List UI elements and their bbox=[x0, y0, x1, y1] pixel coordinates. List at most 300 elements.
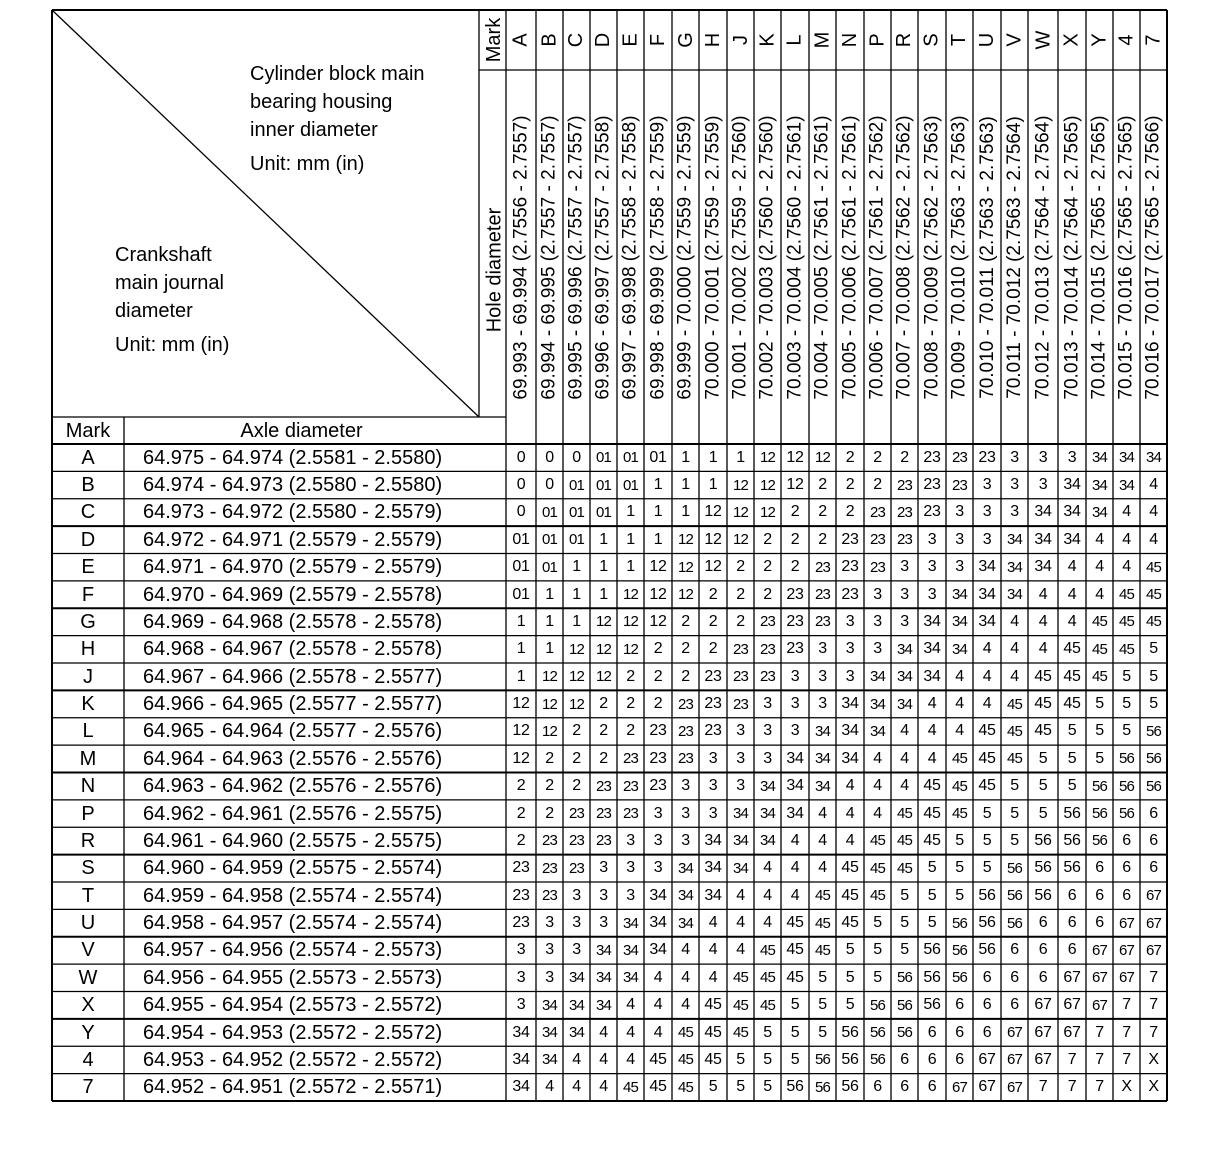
grade-cell: 56 bbox=[1063, 804, 1081, 822]
grade-cell: 23 bbox=[869, 531, 886, 549]
grade-cell: 34 bbox=[978, 558, 996, 576]
grade-cell: 1 bbox=[626, 530, 635, 548]
grade-cell: 4 bbox=[1095, 530, 1104, 548]
column-mark-text: C bbox=[565, 32, 588, 48]
grade-cell: 4 bbox=[1149, 530, 1158, 548]
grade-cell: 45 bbox=[1034, 722, 1052, 740]
grade-cell: 67 bbox=[1063, 968, 1081, 986]
grade-cell: 6 bbox=[955, 1023, 964, 1041]
column-hole-diameter-text: 70.006 - 70.007 (2.7561 - 2.7562) bbox=[867, 114, 888, 400]
grade-cell: 4 bbox=[681, 968, 690, 986]
grade-cell: 56 bbox=[978, 886, 996, 904]
grade-cell: 12 bbox=[512, 749, 530, 767]
row-axle-diameter: 64.975 - 64.974 (2.5581 - 2.5580) bbox=[143, 446, 443, 469]
grade-cell: 23 bbox=[951, 476, 968, 494]
grade-cell: 3 bbox=[982, 503, 992, 521]
grade-cell: 34 bbox=[622, 969, 639, 987]
grade-cell: 45 bbox=[951, 777, 968, 795]
grade-cell: 67 bbox=[1118, 914, 1135, 932]
column-mark bbox=[699, 10, 727, 70]
column-hole-diameter bbox=[918, 70, 946, 444]
grade-cell: 5 bbox=[1122, 722, 1131, 740]
grade-cell: 3 bbox=[927, 585, 937, 603]
grade-cell: 0 bbox=[516, 448, 526, 466]
row-axle-diameter: 64.964 - 64.963 (2.5576 - 2.5576) bbox=[143, 747, 443, 770]
grade-cell: 7 bbox=[1067, 1050, 1077, 1068]
grade-cell: 23 bbox=[677, 722, 694, 740]
grade-cell: 6 bbox=[1122, 859, 1131, 877]
grade-cell: 5 bbox=[818, 1023, 827, 1041]
grade-cell: 0 bbox=[516, 476, 526, 494]
grade-cell: 45 bbox=[1063, 695, 1081, 713]
column-mark bbox=[1001, 10, 1028, 70]
grade-cell: 45 bbox=[704, 996, 722, 1014]
grade-cell: 3 bbox=[955, 503, 964, 521]
grade-cell: 34 bbox=[568, 969, 585, 987]
column-hole-diameter-text: 70.001 - 70.002 (2.7559 - 2.7560) bbox=[730, 114, 751, 400]
grade-cell: 67 bbox=[1063, 1023, 1081, 1041]
grade-cell: 34 bbox=[568, 1024, 585, 1042]
grade-cell: 4 bbox=[626, 1050, 635, 1068]
grade-cell: 23 bbox=[622, 750, 639, 768]
grade-cell: 2 bbox=[599, 749, 608, 767]
grade-cell: 01 bbox=[541, 503, 558, 521]
grade-cell: 6 bbox=[1038, 941, 1048, 959]
column-mark-text: R bbox=[893, 32, 916, 48]
column-mark bbox=[563, 10, 590, 70]
grade-cell: 4 bbox=[927, 695, 937, 713]
grade-cell: 3 bbox=[763, 722, 772, 740]
column-mark-text: P bbox=[866, 33, 889, 47]
grade-cell: 6 bbox=[927, 1050, 937, 1068]
grade-cell: 6 bbox=[1095, 914, 1104, 932]
grade-cell: 45 bbox=[1006, 750, 1023, 768]
grade-cell: 6 bbox=[900, 1078, 909, 1096]
column-hole-diameter-text: 70.015 - 70.016 (2.7565 - 2.7565) bbox=[1116, 114, 1137, 400]
grade-cell: 4 bbox=[1010, 640, 1019, 658]
grade-cell: 23 bbox=[512, 886, 530, 904]
grade-cell: 6 bbox=[1067, 886, 1077, 904]
grade-cell: 2 bbox=[626, 722, 635, 740]
grade-cell: 23 bbox=[841, 558, 859, 576]
grade-cell: 45 bbox=[841, 859, 859, 877]
grade-cell: 2 bbox=[708, 640, 718, 658]
grade-cell: 5 bbox=[1067, 722, 1077, 740]
grade-cell: 3 bbox=[516, 996, 526, 1014]
grade-cell: 1 bbox=[545, 612, 554, 630]
grade-cell: 45 bbox=[1063, 667, 1081, 685]
grade-cell: 3 bbox=[545, 941, 554, 959]
grade-cell: 6 bbox=[927, 1078, 937, 1096]
grade-cell: 3 bbox=[1010, 503, 1019, 521]
grade-cell: 45 bbox=[1006, 722, 1023, 740]
grade-cell: 67 bbox=[978, 1078, 996, 1096]
grade-cell: 3 bbox=[681, 831, 690, 849]
grade-cell: 3 bbox=[572, 914, 581, 932]
column-hole-diameter-text: 70.009 - 70.010 (2.7563 - 2.7563) bbox=[949, 114, 970, 400]
grade-cell: 45 bbox=[814, 887, 831, 905]
grade-cell: 56 bbox=[896, 969, 913, 987]
grade-cell: 45 bbox=[677, 1078, 694, 1096]
column-mark-text: T bbox=[948, 33, 971, 47]
grade-cell: 56 bbox=[1063, 831, 1081, 849]
grade-cell: 2 bbox=[681, 612, 690, 630]
grade-cell: 34 bbox=[512, 1023, 530, 1041]
grade-cell: 5 bbox=[1122, 695, 1131, 713]
grade-cell: 6 bbox=[1149, 831, 1158, 849]
grade-cell: 45 bbox=[649, 1050, 667, 1068]
grade-cell: 2 bbox=[790, 558, 800, 576]
grade-cell: 3 bbox=[982, 530, 992, 548]
grade-cell: 23 bbox=[595, 805, 612, 823]
grade-cell: 2 bbox=[681, 667, 690, 685]
grade-cell: 45 bbox=[1034, 667, 1052, 685]
grade-cell: 3 bbox=[955, 558, 964, 576]
column-mark bbox=[918, 10, 946, 70]
grade-cell: 56 bbox=[896, 1024, 913, 1042]
grade-cell: 34 bbox=[1006, 558, 1023, 576]
column-hole-diameter bbox=[1058, 70, 1086, 444]
grade-cell: 23 bbox=[786, 612, 804, 630]
grade-cell: 5 bbox=[845, 941, 855, 959]
grade-cell: 45 bbox=[732, 969, 749, 987]
grade-cell: 45 bbox=[786, 914, 804, 932]
row-axle-diameter: 64.963 - 64.962 (2.5576 - 2.5576) bbox=[143, 775, 443, 798]
column-mark bbox=[781, 10, 809, 70]
column-mark-text: W bbox=[1031, 30, 1054, 50]
grade-cell: 23 bbox=[786, 585, 804, 603]
grade-cell: 5 bbox=[873, 914, 882, 932]
column-hole-diameter bbox=[1028, 70, 1058, 444]
grade-cell: 34 bbox=[814, 750, 831, 768]
grade-cell: 45 bbox=[923, 831, 941, 849]
grade-cell: 67 bbox=[1034, 996, 1052, 1014]
grade-cell: 67 bbox=[1118, 969, 1135, 987]
grade-cell: 34 bbox=[649, 941, 667, 959]
grade-cell: 34 bbox=[1034, 530, 1052, 548]
grade-cell: 34 bbox=[1091, 503, 1108, 521]
grade-cell: 4 bbox=[955, 695, 964, 713]
grade-cell: 1 bbox=[681, 448, 690, 466]
grade-cell: 23 bbox=[869, 558, 886, 576]
grade-cell: 67 bbox=[1006, 1024, 1023, 1042]
column-mark-text: K bbox=[756, 33, 779, 47]
row-mark: H bbox=[80, 638, 96, 661]
grade-cell: 1 bbox=[599, 585, 608, 603]
grade-cell: 45 bbox=[1118, 640, 1135, 658]
grade-cell: 12 bbox=[649, 585, 667, 603]
grade-cell: 56 bbox=[786, 1078, 804, 1096]
grade-cell: 1 bbox=[545, 640, 554, 658]
journal-unit: Unit: mm (in) bbox=[115, 334, 230, 356]
grade-cell: 5 bbox=[1038, 777, 1048, 795]
grade-cell: 34 bbox=[896, 640, 913, 658]
grade-cell: 6 bbox=[955, 1050, 964, 1068]
grade-cell: 23 bbox=[568, 805, 585, 823]
grade-cell: 56 bbox=[951, 941, 968, 959]
grade-cell: 56 bbox=[951, 969, 968, 987]
journal-label-line: main journal bbox=[115, 272, 224, 294]
grade-cell: 2 bbox=[873, 476, 882, 494]
grade-cell: 5 bbox=[955, 859, 964, 877]
grade-cell: 56 bbox=[923, 941, 941, 959]
grade-cell: 45 bbox=[978, 722, 996, 740]
grade-cell: 4 bbox=[927, 749, 937, 767]
grade-cell: 01 bbox=[512, 585, 530, 603]
column-hole-diameter bbox=[754, 70, 781, 444]
column-mark bbox=[1058, 10, 1086, 70]
grade-cell: 2 bbox=[900, 448, 909, 466]
column-mark-text: B bbox=[538, 33, 561, 47]
grade-cell: 23 bbox=[541, 887, 558, 905]
grade-cell: 23 bbox=[568, 832, 585, 850]
grade-cell: 5 bbox=[982, 831, 992, 849]
row-mark: R bbox=[80, 829, 96, 852]
grade-cell: 23 bbox=[814, 558, 831, 576]
grade-cell: 23 bbox=[896, 531, 913, 549]
grade-cell: 34 bbox=[841, 722, 859, 740]
grade-cell: 45 bbox=[896, 805, 913, 823]
grade-cell: 2 bbox=[763, 558, 772, 576]
column-mark-text: G bbox=[674, 32, 697, 48]
grade-cell: 34 bbox=[759, 832, 776, 850]
grade-cell: 3 bbox=[900, 585, 909, 603]
grade-cell: 34 bbox=[732, 832, 749, 850]
grade-cell: 2 bbox=[790, 503, 800, 521]
grade-cell: 5 bbox=[900, 886, 909, 904]
grade-cell: 12 bbox=[704, 558, 722, 576]
column-mark-text: 7 bbox=[1142, 34, 1165, 46]
grade-cell: 12 bbox=[759, 476, 776, 494]
grade-cell: 23 bbox=[869, 503, 886, 521]
row-mark: F bbox=[81, 583, 95, 606]
grade-cell: 2 bbox=[572, 777, 581, 795]
grade-cell: 56 bbox=[869, 1024, 886, 1042]
grade-cell: 2 bbox=[653, 640, 663, 658]
column-mark bbox=[1086, 10, 1113, 70]
grade-cell: 5 bbox=[1122, 667, 1131, 685]
grade-cell: 4 bbox=[599, 1078, 608, 1096]
grade-cell: 23 bbox=[841, 530, 859, 548]
grade-cell: 67 bbox=[1063, 996, 1081, 1014]
column-mark-header: Mark bbox=[483, 17, 506, 63]
row-mark: W bbox=[78, 966, 98, 989]
grade-cell: 67 bbox=[1145, 914, 1162, 932]
housing-diameter-label bbox=[250, 60, 425, 178]
grade-cell: 5 bbox=[927, 914, 937, 932]
grade-cell: 1 bbox=[516, 640, 526, 658]
grade-cell: 3 bbox=[516, 968, 526, 986]
grade-cell: 4 bbox=[955, 722, 964, 740]
grade-cell: 2 bbox=[873, 448, 882, 466]
grade-cell: 34 bbox=[759, 777, 776, 795]
grade-cell: 4 bbox=[653, 996, 663, 1014]
grade-cell: 56 bbox=[814, 1051, 831, 1069]
grade-cell: 34 bbox=[512, 1050, 530, 1068]
column-mark-text: U bbox=[975, 32, 998, 48]
grade-cell: 4 bbox=[1122, 530, 1131, 548]
grade-cell: 34 bbox=[1063, 476, 1081, 494]
grade-cell: 45 bbox=[1118, 613, 1135, 631]
grade-cell: 12 bbox=[704, 530, 722, 548]
column-hole-diameter-text: 70.012 - 70.013 (2.7564 - 2.7564) bbox=[1032, 114, 1054, 400]
column-hole-diameter bbox=[590, 70, 617, 444]
grade-cell: 2 bbox=[516, 831, 526, 849]
grade-cell: 4 bbox=[1149, 476, 1158, 494]
grade-cell: 23 bbox=[814, 613, 831, 631]
grade-cell: 3 bbox=[790, 722, 800, 740]
grade-cell: 5 bbox=[927, 859, 937, 877]
grade-cell: 34 bbox=[704, 859, 722, 877]
grade-cell: 5 bbox=[736, 1050, 745, 1068]
grade-cell: 67 bbox=[1091, 969, 1108, 987]
grade-cell: 12 bbox=[677, 531, 694, 549]
column-mark bbox=[1028, 10, 1058, 70]
grade-cell: 4 bbox=[1149, 503, 1158, 521]
grade-cell: 7 bbox=[1038, 1078, 1048, 1096]
grade-cell: 34 bbox=[732, 805, 749, 823]
grade-cell: 6 bbox=[927, 1023, 937, 1041]
grade-cell: 12 bbox=[786, 448, 804, 466]
grade-cell: 5 bbox=[982, 859, 992, 877]
grade-cell: 5 bbox=[1067, 777, 1077, 795]
grade-cell: 34 bbox=[1091, 476, 1108, 494]
grade-cell: 6 bbox=[955, 996, 964, 1014]
column-mark bbox=[864, 10, 891, 70]
grade-cell: 34 bbox=[541, 1024, 558, 1042]
grade-cell: 56 bbox=[1034, 886, 1052, 904]
grade-cell: 2 bbox=[516, 777, 526, 795]
grade-cell: 67 bbox=[978, 1050, 996, 1068]
grade-cell: 2 bbox=[845, 503, 855, 521]
grade-cell: 7 bbox=[1122, 1050, 1131, 1068]
row-mark: S bbox=[81, 857, 95, 880]
grade-cell: 3 bbox=[599, 914, 608, 932]
column-mark-text: D bbox=[592, 32, 615, 48]
grade-cell: 2 bbox=[845, 476, 855, 494]
column-hole-diameter bbox=[1086, 70, 1113, 444]
grade-cell: 3 bbox=[873, 612, 882, 630]
grade-cell: 2 bbox=[845, 448, 855, 466]
grade-cell: 12 bbox=[649, 612, 667, 630]
grade-cell: 12 bbox=[568, 640, 585, 658]
grade-cell: 12 bbox=[541, 695, 558, 713]
column-hole-diameter bbox=[644, 70, 672, 444]
grade-cell: 4 bbox=[1010, 667, 1019, 685]
row-axle-diameter: 64.969 - 64.968 (2.5578 - 2.5578) bbox=[143, 610, 443, 633]
grade-cell: 34 bbox=[704, 831, 722, 849]
grade-cell: 6 bbox=[1122, 886, 1131, 904]
grade-cell: 56 bbox=[1006, 914, 1023, 932]
housing-label-line: bearing housing bbox=[250, 91, 393, 113]
row-axle-diameter: 64.952 - 64.951 (2.5572 - 2.5571) bbox=[143, 1076, 443, 1099]
grade-cell: 3 bbox=[626, 886, 635, 904]
column-hole-diameter bbox=[836, 70, 864, 444]
grade-cell: 23 bbox=[595, 777, 612, 795]
grade-cell: 4 bbox=[818, 859, 827, 877]
grade-cell: 4 bbox=[763, 886, 772, 904]
grade-cell: 4 bbox=[763, 859, 772, 877]
grade-cell: 5 bbox=[763, 1050, 772, 1068]
row-mark: T bbox=[81, 884, 95, 907]
grade-cell: 34 bbox=[622, 914, 639, 932]
column-mark bbox=[727, 10, 754, 70]
grade-cell: 12 bbox=[732, 503, 749, 521]
grade-cell: 12 bbox=[622, 586, 639, 604]
grade-cell: 23 bbox=[923, 448, 941, 466]
grade-cell: 45 bbox=[786, 941, 804, 959]
column-mark bbox=[672, 10, 699, 70]
grade-cell: 4 bbox=[790, 859, 800, 877]
grade-cell: 45 bbox=[1006, 695, 1023, 713]
grade-cell: 4 bbox=[1122, 503, 1131, 521]
column-hole-diameter-text: 70.013 - 70.014 (2.7564 - 2.7565) bbox=[1061, 114, 1083, 400]
grade-cell: 34 bbox=[595, 969, 612, 987]
row-axle-diameter: 64.966 - 64.965 (2.5577 - 2.5577) bbox=[143, 693, 443, 716]
grade-cell: 5 bbox=[790, 1050, 800, 1068]
grade-cell: 45 bbox=[759, 969, 776, 987]
grade-cell: 45 bbox=[923, 804, 941, 822]
grade-cell: 1 bbox=[653, 530, 663, 548]
grade-cell: 56 bbox=[1145, 777, 1162, 795]
column-hole-diameter bbox=[973, 70, 1001, 444]
grade-cell: 23 bbox=[677, 750, 694, 768]
grade-cell: 34 bbox=[1034, 503, 1052, 521]
grade-cell: 7 bbox=[1095, 1078, 1104, 1096]
grade-cell: 34 bbox=[541, 1051, 558, 1069]
grade-cell: 6 bbox=[1067, 941, 1077, 959]
grade-cell: 4 bbox=[818, 804, 827, 822]
grade-cell: 67 bbox=[1145, 887, 1162, 905]
grade-cell: 3 bbox=[736, 749, 745, 767]
row-mark: L bbox=[82, 720, 94, 743]
column-mark-text: X bbox=[1061, 33, 1083, 47]
column-hole-diameter bbox=[727, 70, 754, 444]
grade-cell: 23 bbox=[649, 722, 667, 740]
grade-cell: 67 bbox=[1118, 941, 1135, 959]
grade-cell: 23 bbox=[732, 695, 749, 713]
grade-cell: 1 bbox=[708, 448, 718, 466]
grade-cell: 01 bbox=[568, 503, 585, 521]
grade-cell: 5 bbox=[955, 886, 964, 904]
column-hole-diameter-text: 70.008 - 70.009 (2.7562 - 2.7563) bbox=[921, 114, 943, 400]
grade-cell: 01 bbox=[622, 476, 639, 494]
row-mark: 7 bbox=[82, 1076, 94, 1099]
grade-cell: 5 bbox=[900, 914, 909, 932]
grade-cell: 34 bbox=[923, 667, 941, 685]
grade-cell: 23 bbox=[814, 586, 831, 604]
grade-cell: 7 bbox=[1122, 996, 1131, 1014]
grade-cell: 5 bbox=[1038, 804, 1048, 822]
grade-cell: 45 bbox=[1091, 640, 1108, 658]
grade-cell: 1 bbox=[572, 558, 581, 576]
column-mark bbox=[891, 10, 918, 70]
grade-cell: 23 bbox=[704, 667, 722, 685]
grade-cell: 34 bbox=[541, 996, 558, 1014]
grade-cell: 34 bbox=[951, 613, 968, 631]
grade-cell: 56 bbox=[1118, 805, 1135, 823]
grade-cell: 45 bbox=[1091, 613, 1108, 631]
grade-cell: 34 bbox=[1034, 558, 1052, 576]
row-mark: D bbox=[80, 528, 96, 551]
grade-cell: 4 bbox=[653, 1023, 663, 1041]
column-hole-diameter-text: 70.010 - 70.011 (2.7563 - 2.7563) bbox=[976, 115, 998, 399]
grade-cell: 5 bbox=[790, 996, 800, 1014]
grade-cell: 4 bbox=[708, 968, 718, 986]
grade-cell: 0 bbox=[545, 448, 554, 466]
grade-cell: 4 bbox=[873, 804, 882, 822]
grade-cell: 45 bbox=[978, 749, 996, 767]
